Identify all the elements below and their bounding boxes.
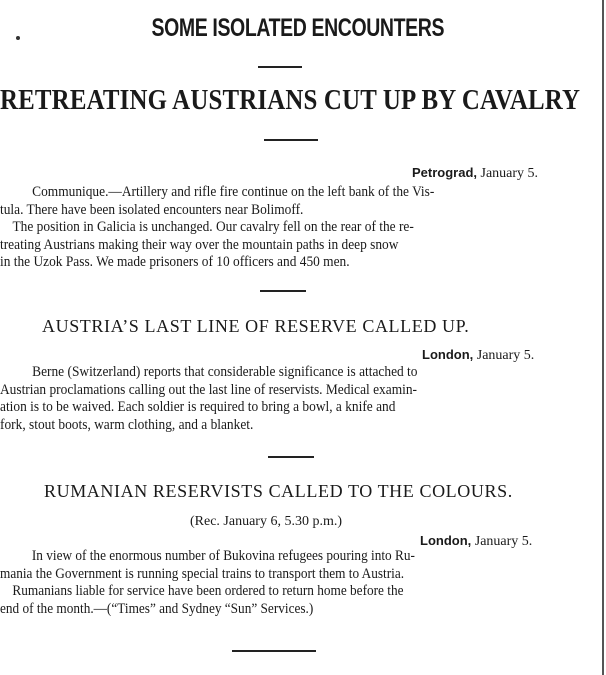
article3-headline: RUMANIAN RESERVISTS CALLED TO THE COLOURS. [44,481,513,501]
article1-line: The position in Galicia is unchanged. Our cavalry fell on the rear of the re- [12,219,414,235]
page-end-rule [232,650,316,652]
article3-line: mania the Government is running special trains to transport them to Austria. [0,565,405,582]
article2-dateline [422,347,534,364]
article1-line: Communique.—Artillery and rifle fire continue on the left bank of the Vis- [32,184,435,200]
article3-dateline-date: January 5. [474,534,533,549]
column-rule [602,0,604,675]
article2-dateline-date: January 5. [476,348,535,363]
article1-line: in the Uzok Pass. We made prisoners of 10 officers and 450 men. [0,254,350,270]
article2-body [0,364,417,434]
article3-dateline-place: London, [420,533,472,548]
article2-dateline-place: London, [422,347,474,362]
article3-dateline [420,533,532,550]
article1-line: treating Austrians making their way over the mountain paths in deep snow [0,236,399,253]
title-rule [258,66,302,68]
article1-line: tula. There have been isolated encounters near Bolimoff. [0,201,304,218]
article1-body [0,184,434,272]
main-headline: RETREATING AUSTRIANS CUT UP BY CAVALRY [0,84,581,116]
article3-line: Rumanians liable for service have been ordered to return home before the [12,583,404,599]
article2-line: fork, stout boots, warm clothing, and a blanket. [0,416,254,433]
article1-dateline [412,165,538,182]
article1-dateline-place: Petrograd, [412,165,478,180]
article2-line: ation is to be waived. Each soldier is required to bring a bowl, a knife and [0,399,396,415]
article2-line: Berne (Switzerland) reports that considerable significance is attached to [32,364,418,380]
article2-end-rule [268,456,314,458]
section-title: SOME ISOLATED ENCOUNTERS [151,14,445,42]
article3-line: end of the month.—(“Times” and Sydney “Sun” Services.) [0,600,314,617]
article1-dateline-date: January 5. [480,166,539,181]
ink-speck [16,36,20,40]
article3-line: In view of the enormous number of Bukovina refugees pouring into Ru- [31,548,415,564]
article3-received-note: (Rec. January 6, 5.30 p.m.) [190,514,343,529]
headline-rule [264,139,318,141]
article2-line: Austrian proclamations calling out the last line of reservists. Medical examin- [0,381,418,398]
article2-headline: AUSTRIA’S LAST LINE OF RESERVE CALLED UP. [42,316,470,336]
article3-body [0,548,415,618]
article1-end-rule [260,290,306,292]
